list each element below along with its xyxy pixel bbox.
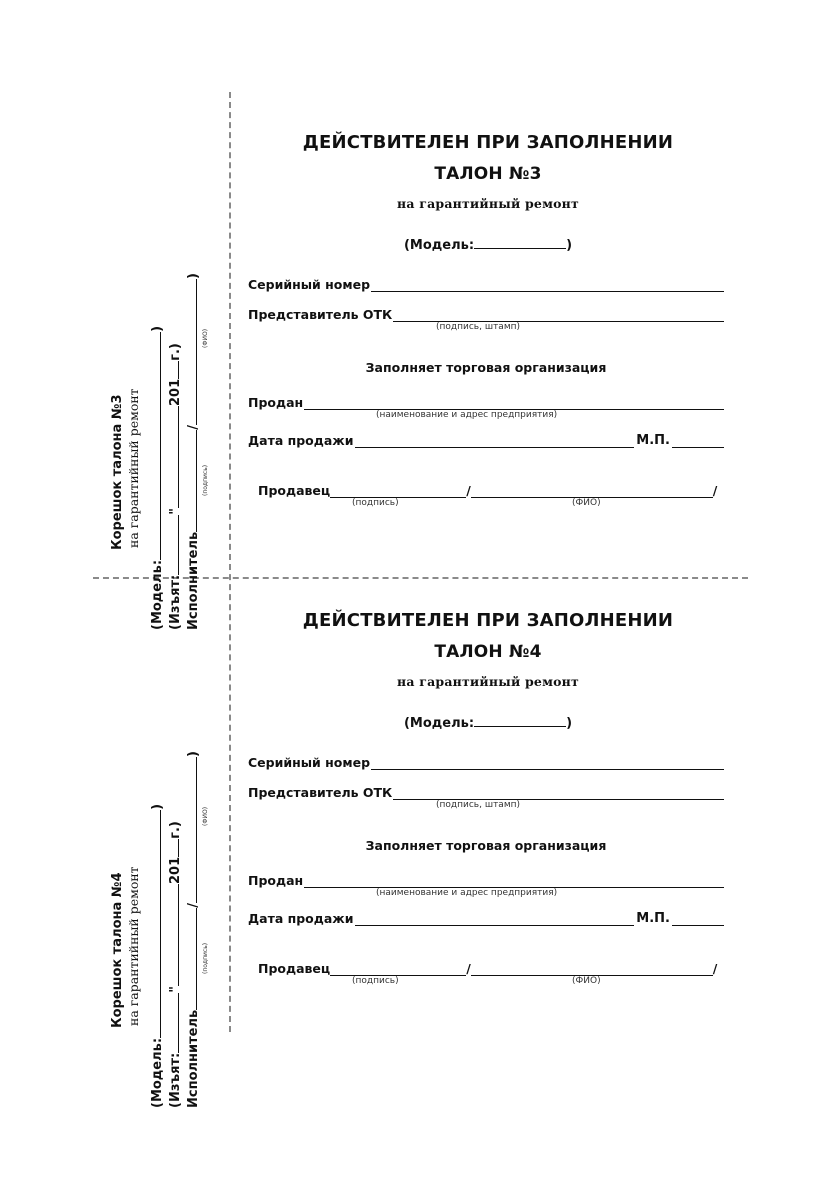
coupon-title: ТАЛОН №4 bbox=[434, 642, 542, 662]
sold-row bbox=[248, 392, 724, 410]
seller-fio-field[interactable] bbox=[471, 485, 713, 498]
serial-row bbox=[248, 752, 724, 770]
warranty-coupon-4 bbox=[0, 578, 839, 1108]
otk-label: Представитель ОТК bbox=[248, 785, 393, 800]
model-line bbox=[248, 714, 728, 731]
seller-row bbox=[258, 958, 728, 976]
seller-slash: / bbox=[466, 961, 471, 976]
seller-slash-end: / bbox=[712, 961, 718, 976]
otk-row bbox=[248, 782, 724, 800]
stub-performer-fio-field[interactable] bbox=[184, 757, 197, 903]
coupon-stub bbox=[110, 728, 230, 1108]
seller-sign-field[interactable] bbox=[330, 963, 466, 976]
stub-performer-label: Исполнитель bbox=[186, 531, 201, 630]
seller-fio-hint: (ФИО) bbox=[572, 498, 601, 508]
stub-fio-hint: (ФИО) bbox=[202, 806, 209, 826]
stub-model-field[interactable] bbox=[148, 332, 161, 560]
stub-year-field[interactable] bbox=[166, 361, 179, 379]
valid-header: ДЕЙСТВИТЕЛЕН ПРИ ЗАПОЛНЕНИИ bbox=[302, 132, 674, 153]
model-close: ) bbox=[566, 716, 573, 731]
date-label: Дата продажи bbox=[248, 911, 354, 926]
coupon-subtitle: на гарантийный ремонт bbox=[397, 674, 579, 689]
stub-sign-hint: (подпись) bbox=[202, 464, 209, 496]
coupon-main bbox=[248, 100, 728, 570]
seller-sign-hint: (подпись) bbox=[352, 498, 399, 508]
stamp-field bbox=[672, 913, 724, 926]
model-field[interactable] bbox=[474, 714, 566, 727]
stub-performer-line bbox=[184, 728, 206, 1108]
serial-row bbox=[248, 274, 724, 292]
seller-fio-field[interactable] bbox=[471, 963, 713, 976]
stub-year-suffix: г.) bbox=[168, 821, 183, 839]
stub-seized-day-field[interactable] bbox=[166, 993, 179, 1053]
date-label: Дата продажи bbox=[248, 433, 354, 448]
serial-label: Серийный номер bbox=[248, 277, 371, 292]
stub-seized-month-field[interactable] bbox=[166, 884, 179, 986]
serial-field[interactable] bbox=[371, 757, 724, 770]
serial-field[interactable] bbox=[371, 279, 724, 292]
serial-label: Серийный номер bbox=[248, 755, 371, 770]
date-row bbox=[248, 430, 724, 448]
stub-performer-sign-field[interactable] bbox=[184, 430, 197, 532]
coupon-stub bbox=[110, 250, 230, 630]
otk-field[interactable] bbox=[393, 787, 724, 800]
stub-performer-label: Исполнитель bbox=[186, 1009, 201, 1108]
seller-label: Продавец bbox=[258, 483, 331, 498]
seller-sign-hint: (подпись) bbox=[352, 976, 399, 986]
stub-year: 201 bbox=[168, 856, 183, 884]
stub-fio-hint: (ФИО) bbox=[202, 328, 209, 348]
stub-performer-line bbox=[184, 250, 206, 630]
model-line bbox=[248, 236, 728, 253]
stub-model-close: ) bbox=[150, 803, 165, 810]
stub-slash: / bbox=[186, 425, 201, 430]
seller-row bbox=[258, 480, 728, 498]
seller-label: Продавец bbox=[258, 961, 331, 976]
stub-performer-close: ) bbox=[186, 273, 201, 280]
date-field[interactable] bbox=[355, 913, 635, 926]
stub-quote: " bbox=[168, 507, 183, 515]
model-label: (Модель: bbox=[403, 716, 475, 731]
stub-performer-sign-field[interactable] bbox=[184, 908, 197, 1010]
stub-model-label: (Модель: bbox=[150, 559, 165, 630]
sold-field[interactable] bbox=[304, 397, 724, 410]
warranty-coupon-3 bbox=[0, 100, 839, 630]
valid-header: ДЕЙСТВИТЕЛЕН ПРИ ЗАПОЛНЕНИИ bbox=[302, 610, 674, 631]
section-title: Заполняет торговая организация bbox=[365, 360, 607, 375]
stub-performer-close: ) bbox=[186, 751, 201, 758]
sold-hint: (наименование и адрес предприятия) bbox=[376, 410, 558, 420]
stub-year-field[interactable] bbox=[166, 839, 179, 857]
seller-slash-end: / bbox=[712, 483, 718, 498]
date-row bbox=[248, 908, 724, 926]
date-field[interactable] bbox=[355, 435, 635, 448]
sold-label: Продан bbox=[248, 395, 304, 410]
stub-model-field[interactable] bbox=[148, 810, 161, 1038]
otk-hint: (подпись, штамп) bbox=[436, 322, 521, 332]
stub-slash: / bbox=[186, 903, 201, 908]
stub-sign-hint: (подпись) bbox=[202, 942, 209, 974]
seller-slash: / bbox=[466, 483, 471, 498]
stub-title: Корешок талона №3 bbox=[110, 394, 125, 550]
sold-hint: (наименование и адрес предприятия) bbox=[376, 888, 558, 898]
stub-performer-fio-field[interactable] bbox=[184, 279, 197, 425]
mp-label: М.П. bbox=[636, 433, 670, 448]
model-label: (Модель: bbox=[403, 238, 475, 253]
stub-model-close: ) bbox=[150, 325, 165, 332]
coupon-title: ТАЛОН №3 bbox=[434, 164, 542, 184]
stub-year-suffix: г.) bbox=[168, 343, 183, 361]
section-title: Заполняет торговая организация bbox=[365, 838, 607, 853]
stamp-field bbox=[672, 435, 724, 448]
stub-seized-label: (Изъят: bbox=[168, 574, 183, 630]
otk-row bbox=[248, 304, 724, 322]
stub-year: 201 bbox=[168, 378, 183, 406]
stub-subtitle: на гарантийный ремонт bbox=[126, 866, 141, 1026]
stub-seized-day-field[interactable] bbox=[166, 515, 179, 575]
stub-model-label: (Модель: bbox=[150, 1037, 165, 1108]
sold-row bbox=[248, 870, 724, 888]
seller-fio-hint: (ФИО) bbox=[572, 976, 601, 986]
stub-quote: " bbox=[168, 985, 183, 993]
model-field[interactable] bbox=[474, 236, 566, 249]
otk-field[interactable] bbox=[393, 309, 724, 322]
coupon-subtitle: на гарантийный ремонт bbox=[397, 196, 579, 211]
sold-field[interactable] bbox=[304, 875, 724, 888]
stub-seized-month-field[interactable] bbox=[166, 406, 179, 508]
stub-title: Корешок талона №4 bbox=[110, 872, 125, 1028]
coupon-main bbox=[248, 578, 728, 1048]
stub-seized-label: (Изъят: bbox=[168, 1052, 183, 1108]
seller-sign-field[interactable] bbox=[330, 485, 466, 498]
model-close: ) bbox=[566, 238, 573, 253]
stub-subtitle: на гарантийный ремонт bbox=[126, 388, 141, 548]
otk-hint: (подпись, штамп) bbox=[436, 800, 521, 810]
otk-label: Представитель ОТК bbox=[248, 307, 393, 322]
sold-label: Продан bbox=[248, 873, 304, 888]
mp-label: М.П. bbox=[636, 911, 670, 926]
